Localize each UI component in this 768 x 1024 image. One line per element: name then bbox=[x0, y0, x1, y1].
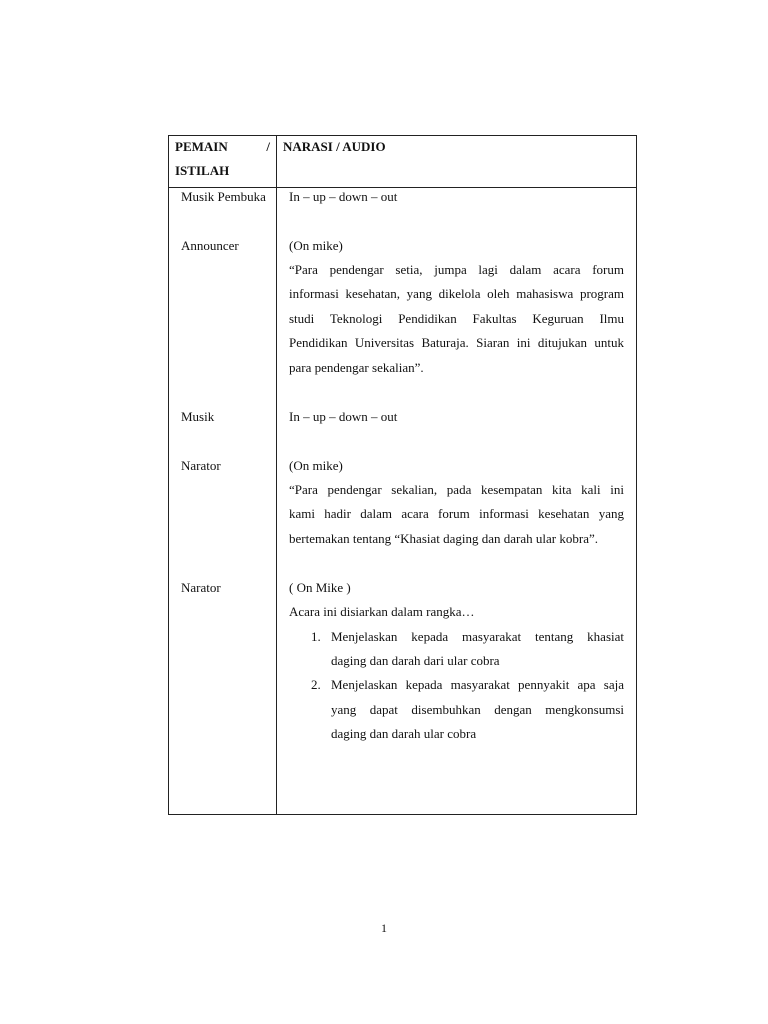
header-term-label: ISTILAH bbox=[175, 163, 230, 178]
narration-line: Pendidikan Universitas Baturaja. Siaran ini ditujukan untuk bbox=[289, 335, 624, 350]
narration-line: bertemakan tentang “Khasiat daging dan darah ular kobra”. bbox=[289, 531, 598, 546]
table-body-row bbox=[169, 188, 637, 815]
narration-line: (On mike) bbox=[289, 238, 343, 253]
role-label: Narator bbox=[181, 458, 221, 473]
narration-line: “Para pendengar sekalian, pada kesempatan kita kali ini bbox=[289, 482, 624, 497]
role-label: Musik Pembuka bbox=[181, 189, 266, 204]
narration-line: In – up – down – out bbox=[289, 409, 398, 424]
header-role-slash: / bbox=[266, 139, 270, 154]
narration-line: “Para pendengar setia, jumpa lagi dalam acara forum bbox=[289, 262, 624, 277]
list-item-line: Menjelaskan kepada masyarakat pennyakit apa saja bbox=[331, 677, 624, 692]
role-column bbox=[169, 188, 277, 815]
narration-line: (On mike) bbox=[289, 458, 343, 473]
header-cell-narration bbox=[277, 136, 637, 188]
table-header-row bbox=[169, 136, 637, 188]
narration-line: informasi kesehatan, yang dikelola oleh mahasiswa program bbox=[289, 286, 624, 301]
narration-line: In – up – down – out bbox=[289, 189, 398, 204]
list-number: 1. bbox=[311, 629, 321, 644]
narration-line: para pendengar sekalian”. bbox=[289, 360, 424, 375]
list-item-line: yang dapat disembuhkan dengan mengkonsumsi bbox=[331, 702, 624, 717]
role-label: Musik bbox=[181, 409, 215, 424]
narration-line: ( On Mike ) bbox=[289, 580, 351, 595]
script-table bbox=[168, 135, 637, 815]
narration-line: studi Teknologi Pendidikan Fakultas Keguruan Ilmu bbox=[289, 311, 624, 326]
header-narration-label: NARASI / AUDIO bbox=[283, 139, 386, 154]
role-label: Announcer bbox=[181, 238, 239, 253]
page-number: 1 bbox=[381, 921, 387, 935]
role-label: Narator bbox=[181, 580, 221, 595]
list-item-line: Menjelaskan kepada masyarakat tentang khasiat bbox=[331, 629, 624, 644]
narration-line: Acara ini disiarkan dalam rangka… bbox=[289, 604, 475, 619]
list-item-line: daging dan darah ular cobra bbox=[331, 726, 477, 741]
header-cell-role bbox=[169, 136, 277, 188]
narration-line: kami hadir dalam acara forum informasi kesehatan yang bbox=[289, 506, 624, 521]
list-item-line: daging dan darah dari ular cobra bbox=[331, 653, 500, 668]
list-number: 2. bbox=[311, 677, 321, 692]
narration-column bbox=[277, 188, 637, 815]
header-role-label: PEMAIN bbox=[175, 139, 228, 154]
